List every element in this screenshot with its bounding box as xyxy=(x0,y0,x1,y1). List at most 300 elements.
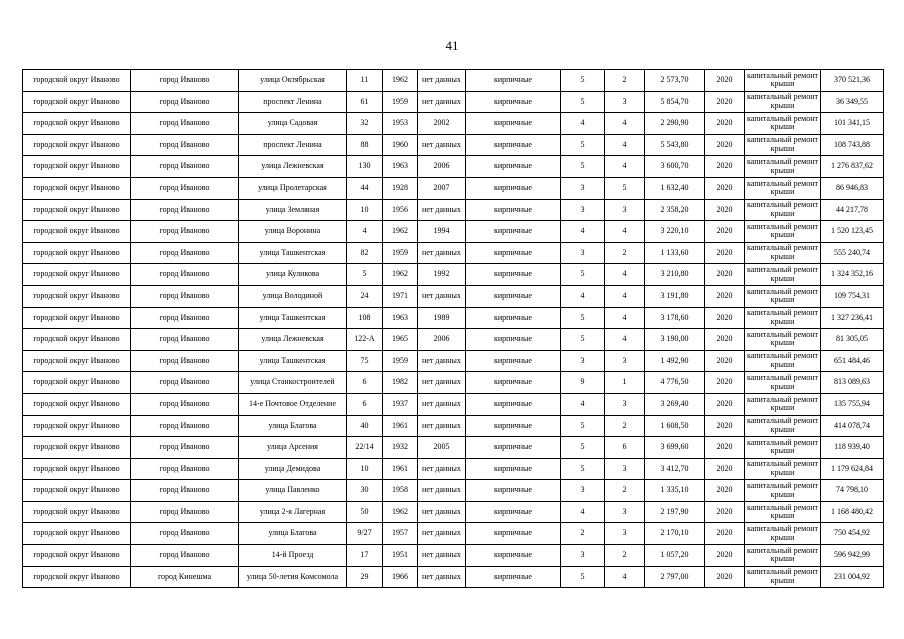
floors-cell: 4 xyxy=(561,285,605,307)
plan-year-cell: 2020 xyxy=(705,221,745,243)
settlement-cell: город Иваново xyxy=(131,480,239,502)
plan-year-cell: 2020 xyxy=(705,242,745,264)
build-year-cell: 1963 xyxy=(383,156,418,178)
house-number-cell: 82 xyxy=(347,242,383,264)
entrances-cell: 3 xyxy=(605,458,645,480)
municipality-cell: городской округ Иваново xyxy=(23,350,131,372)
entrances-cell: 4 xyxy=(605,156,645,178)
floors-cell: 3 xyxy=(561,177,605,199)
house-number-cell: 40 xyxy=(347,415,383,437)
area-cell: 3 190,00 xyxy=(645,329,705,351)
municipality-cell: городской округ Иваново xyxy=(23,566,131,588)
area-cell: 1 632,40 xyxy=(645,177,705,199)
settlement-cell: город Иваново xyxy=(131,264,239,286)
cost-cell: 370 521,36 xyxy=(821,70,884,92)
build-year-cell: 1961 xyxy=(383,458,418,480)
house-number-cell: 30 xyxy=(347,480,383,502)
house-number-cell: 10 xyxy=(347,458,383,480)
last-repair-year-cell: нет данных xyxy=(418,545,466,567)
house-number-cell: 5 xyxy=(347,264,383,286)
build-year-cell: 1937 xyxy=(383,393,418,415)
settlement-cell: город Иваново xyxy=(131,437,239,459)
plan-year-cell: 2020 xyxy=(705,264,745,286)
house-number-cell: 24 xyxy=(347,285,383,307)
street-cell: улица Земляная xyxy=(239,199,347,221)
table-row xyxy=(23,566,884,588)
wall-material-cell: кирпичные xyxy=(466,264,561,286)
last-repair-year-cell: нет данных xyxy=(418,393,466,415)
municipality-cell: городской округ Иваново xyxy=(23,393,131,415)
municipality-cell: городской округ Иваново xyxy=(23,177,131,199)
municipality-cell: городской округ Иваново xyxy=(23,221,131,243)
build-year-cell: 1932 xyxy=(383,437,418,459)
street-cell: улица Ташкентская xyxy=(239,350,347,372)
area-cell: 3 178,60 xyxy=(645,307,705,329)
plan-year-cell: 2020 xyxy=(705,156,745,178)
build-year-cell: 1960 xyxy=(383,134,418,156)
house-number-cell: 122-А xyxy=(347,329,383,351)
floors-cell: 4 xyxy=(561,221,605,243)
cost-cell: 86 946,83 xyxy=(821,177,884,199)
entrances-cell: 3 xyxy=(605,91,645,113)
area-cell: 2 290,90 xyxy=(645,113,705,135)
street-cell: улица Благова xyxy=(239,415,347,437)
house-number-cell: 17 xyxy=(347,545,383,567)
municipality-cell: городской округ Иваново xyxy=(23,372,131,394)
wall-material-cell: кирпичные xyxy=(466,350,561,372)
street-cell: улица Ташкентская xyxy=(239,242,347,264)
cost-cell: 1 327 236,41 xyxy=(821,307,884,329)
wall-material-cell: кирпичные xyxy=(466,134,561,156)
wall-material-cell: кирпичные xyxy=(466,199,561,221)
build-year-cell: 1958 xyxy=(383,480,418,502)
cost-cell: 596 942,99 xyxy=(821,545,884,567)
build-year-cell: 1982 xyxy=(383,372,418,394)
work-type-cell: капитальный ремонт крыши xyxy=(745,113,821,135)
street-cell: улица Станкостроителей xyxy=(239,372,347,394)
entrances-cell: 2 xyxy=(605,480,645,502)
wall-material-cell: кирпичные xyxy=(466,285,561,307)
last-repair-year-cell: нет данных xyxy=(418,480,466,502)
table-row xyxy=(23,372,884,394)
work-type-cell: капитальный ремонт крыши xyxy=(745,329,821,351)
table-row xyxy=(23,350,884,372)
wall-material-cell: кирпичные xyxy=(466,91,561,113)
area-cell: 5 854,70 xyxy=(645,91,705,113)
wall-material-cell: кирпичные xyxy=(466,372,561,394)
floors-cell: 5 xyxy=(561,134,605,156)
floors-cell: 5 xyxy=(561,91,605,113)
table-row xyxy=(23,221,884,243)
work-type-cell: капитальный ремонт крыши xyxy=(745,307,821,329)
cost-cell: 101 341,15 xyxy=(821,113,884,135)
build-year-cell: 1962 xyxy=(383,264,418,286)
cost-cell: 44 217,78 xyxy=(821,199,884,221)
area-cell: 2 170,10 xyxy=(645,523,705,545)
entrances-cell: 4 xyxy=(605,329,645,351)
wall-material-cell: кирпичные xyxy=(466,393,561,415)
last-repair-year-cell: 2007 xyxy=(418,177,466,199)
table-row xyxy=(23,242,884,264)
street-cell: 14-й Проезд xyxy=(239,545,347,567)
last-repair-year-cell: нет данных xyxy=(418,523,466,545)
wall-material-cell: кирпичные xyxy=(466,566,561,588)
house-number-cell: 88 xyxy=(347,134,383,156)
floors-cell: 3 xyxy=(561,545,605,567)
plan-year-cell: 2020 xyxy=(705,501,745,523)
work-type-cell: капитальный ремонт крыши xyxy=(745,372,821,394)
street-cell: проспект Ленина xyxy=(239,91,347,113)
area-cell: 2 358,20 xyxy=(645,199,705,221)
municipality-cell: городской округ Иваново xyxy=(23,113,131,135)
plan-year-cell: 2020 xyxy=(705,113,745,135)
cost-cell: 81 305,05 xyxy=(821,329,884,351)
capital-repair-table xyxy=(22,69,884,588)
settlement-cell: город Иваново xyxy=(131,372,239,394)
house-number-cell: 29 xyxy=(347,566,383,588)
entrances-cell: 3 xyxy=(605,199,645,221)
table-row xyxy=(23,437,884,459)
municipality-cell: городской округ Иваново xyxy=(23,545,131,567)
cost-cell: 231 004,92 xyxy=(821,566,884,588)
cost-cell: 74 798,10 xyxy=(821,480,884,502)
work-type-cell: капитальный ремонт крыши xyxy=(745,199,821,221)
municipality-cell: городской округ Иваново xyxy=(23,458,131,480)
entrances-cell: 4 xyxy=(605,566,645,588)
wall-material-cell: кирпичные xyxy=(466,242,561,264)
wall-material-cell: кирпичные xyxy=(466,221,561,243)
build-year-cell: 1962 xyxy=(383,221,418,243)
work-type-cell: капитальный ремонт крыши xyxy=(745,221,821,243)
street-cell: улица Володиной xyxy=(239,285,347,307)
table-row xyxy=(23,199,884,221)
area-cell: 3 210,80 xyxy=(645,264,705,286)
area-cell: 2 573,70 xyxy=(645,70,705,92)
plan-year-cell: 2020 xyxy=(705,329,745,351)
municipality-cell: городской округ Иваново xyxy=(23,523,131,545)
work-type-cell: капитальный ремонт крыши xyxy=(745,134,821,156)
entrances-cell: 4 xyxy=(605,285,645,307)
work-type-cell: капитальный ремонт крыши xyxy=(745,91,821,113)
table-row xyxy=(23,285,884,307)
street-cell: улица Благова xyxy=(239,523,347,545)
floors-cell: 9 xyxy=(561,372,605,394)
build-year-cell: 1953 xyxy=(383,113,418,135)
settlement-cell: город Иваново xyxy=(131,285,239,307)
build-year-cell: 1959 xyxy=(383,350,418,372)
area-cell: 1 492,90 xyxy=(645,350,705,372)
cost-cell: 109 754,31 xyxy=(821,285,884,307)
last-repair-year-cell: нет данных xyxy=(418,242,466,264)
municipality-cell: городской округ Иваново xyxy=(23,199,131,221)
area-cell: 1 057,20 xyxy=(645,545,705,567)
entrances-cell: 5 xyxy=(605,177,645,199)
floors-cell: 3 xyxy=(561,242,605,264)
floors-cell: 5 xyxy=(561,566,605,588)
house-number-cell: 44 xyxy=(347,177,383,199)
last-repair-year-cell: нет данных xyxy=(418,372,466,394)
house-number-cell: 10 xyxy=(347,199,383,221)
plan-year-cell: 2020 xyxy=(705,177,745,199)
settlement-cell: город Иваново xyxy=(131,329,239,351)
municipality-cell: городской округ Иваново xyxy=(23,70,131,92)
area-cell: 3 269,40 xyxy=(645,393,705,415)
build-year-cell: 1971 xyxy=(383,285,418,307)
wall-material-cell: кирпичные xyxy=(466,113,561,135)
wall-material-cell: кирпичные xyxy=(466,437,561,459)
work-type-cell: капитальный ремонт крыши xyxy=(745,415,821,437)
settlement-cell: город Иваново xyxy=(131,393,239,415)
floors-cell: 5 xyxy=(561,415,605,437)
cost-cell: 36 349,55 xyxy=(821,91,884,113)
floors-cell: 5 xyxy=(561,264,605,286)
plan-year-cell: 2020 xyxy=(705,458,745,480)
area-cell: 3 191,80 xyxy=(645,285,705,307)
table-row xyxy=(23,177,884,199)
plan-year-cell: 2020 xyxy=(705,372,745,394)
build-year-cell: 1962 xyxy=(383,70,418,92)
work-type-cell: капитальный ремонт крыши xyxy=(745,501,821,523)
entrances-cell: 4 xyxy=(605,264,645,286)
build-year-cell: 1928 xyxy=(383,177,418,199)
work-type-cell: капитальный ремонт крыши xyxy=(745,156,821,178)
plan-year-cell: 2020 xyxy=(705,437,745,459)
settlement-cell: город Иваново xyxy=(131,415,239,437)
settlement-cell: город Иваново xyxy=(131,177,239,199)
table-row xyxy=(23,134,884,156)
house-number-cell: 108 xyxy=(347,307,383,329)
floors-cell: 3 xyxy=(561,480,605,502)
floors-cell: 4 xyxy=(561,393,605,415)
table-row xyxy=(23,480,884,502)
plan-year-cell: 2020 xyxy=(705,199,745,221)
settlement-cell: город Иваново xyxy=(131,350,239,372)
floors-cell: 4 xyxy=(561,113,605,135)
build-year-cell: 1951 xyxy=(383,545,418,567)
cost-cell: 135 755,94 xyxy=(821,393,884,415)
build-year-cell: 1962 xyxy=(383,501,418,523)
last-repair-year-cell: 2006 xyxy=(418,329,466,351)
last-repair-year-cell: 1992 xyxy=(418,264,466,286)
wall-material-cell: кирпичные xyxy=(466,458,561,480)
wall-material-cell: кирпичные xyxy=(466,329,561,351)
last-repair-year-cell: нет данных xyxy=(418,134,466,156)
plan-year-cell: 2020 xyxy=(705,134,745,156)
plan-year-cell: 2020 xyxy=(705,350,745,372)
settlement-cell: город Иваново xyxy=(131,221,239,243)
area-cell: 4 776,50 xyxy=(645,372,705,394)
table-row xyxy=(23,393,884,415)
wall-material-cell: кирпичные xyxy=(466,70,561,92)
street-cell: улица Павленко xyxy=(239,480,347,502)
table-row xyxy=(23,156,884,178)
area-cell: 5 543,80 xyxy=(645,134,705,156)
house-number-cell: 22/14 xyxy=(347,437,383,459)
build-year-cell: 1957 xyxy=(383,523,418,545)
table-row xyxy=(23,264,884,286)
entrances-cell: 6 xyxy=(605,437,645,459)
plan-year-cell: 2020 xyxy=(705,307,745,329)
floors-cell: 5 xyxy=(561,156,605,178)
wall-material-cell: кирпичные xyxy=(466,307,561,329)
municipality-cell: городской округ Иваново xyxy=(23,242,131,264)
build-year-cell: 1959 xyxy=(383,242,418,264)
entrances-cell: 4 xyxy=(605,134,645,156)
street-cell: улица Пролетарская xyxy=(239,177,347,199)
plan-year-cell: 2020 xyxy=(705,523,745,545)
area-cell: 3 699,60 xyxy=(645,437,705,459)
settlement-cell: город Иваново xyxy=(131,501,239,523)
settlement-cell: город Кинешма xyxy=(131,566,239,588)
table-row xyxy=(23,70,884,92)
entrances-cell: 3 xyxy=(605,501,645,523)
entrances-cell: 1 xyxy=(605,372,645,394)
work-type-cell: капитальный ремонт крыши xyxy=(745,285,821,307)
plan-year-cell: 2020 xyxy=(705,415,745,437)
municipality-cell: городской округ Иваново xyxy=(23,480,131,502)
house-number-cell: 61 xyxy=(347,91,383,113)
work-type-cell: капитальный ремонт крыши xyxy=(745,545,821,567)
plan-year-cell: 2020 xyxy=(705,566,745,588)
table-row xyxy=(23,501,884,523)
cost-cell: 1 179 624,84 xyxy=(821,458,884,480)
street-cell: улица Октябрьская xyxy=(239,70,347,92)
street-cell: улица Воронина xyxy=(239,221,347,243)
municipality-cell: городской округ Иваново xyxy=(23,91,131,113)
last-repair-year-cell: 2002 xyxy=(418,113,466,135)
floors-cell: 3 xyxy=(561,350,605,372)
street-cell: 14-е Почтовое Отделение xyxy=(239,393,347,415)
last-repair-year-cell: 1989 xyxy=(418,307,466,329)
build-year-cell: 1963 xyxy=(383,307,418,329)
plan-year-cell: 2020 xyxy=(705,545,745,567)
last-repair-year-cell: нет данных xyxy=(418,501,466,523)
table-row xyxy=(23,91,884,113)
work-type-cell: капитальный ремонт крыши xyxy=(745,177,821,199)
plan-year-cell: 2020 xyxy=(705,91,745,113)
street-cell: улица Куликова xyxy=(239,264,347,286)
cost-cell: 651 484,46 xyxy=(821,350,884,372)
entrances-cell: 4 xyxy=(605,113,645,135)
floors-cell: 4 xyxy=(561,501,605,523)
work-type-cell: капитальный ремонт крыши xyxy=(745,566,821,588)
wall-material-cell: кирпичные xyxy=(466,501,561,523)
municipality-cell: городской округ Иваново xyxy=(23,134,131,156)
area-cell: 3 412,70 xyxy=(645,458,705,480)
area-cell: 3 600,70 xyxy=(645,156,705,178)
floors-cell: 3 xyxy=(561,199,605,221)
table-row xyxy=(23,458,884,480)
work-type-cell: капитальный ремонт крыши xyxy=(745,264,821,286)
cost-cell: 555 240,74 xyxy=(821,242,884,264)
last-repair-year-cell: 2005 xyxy=(418,437,466,459)
entrances-cell: 2 xyxy=(605,415,645,437)
last-repair-year-cell: нет данных xyxy=(418,70,466,92)
last-repair-year-cell: нет данных xyxy=(418,415,466,437)
wall-material-cell: кирпичные xyxy=(466,177,561,199)
last-repair-year-cell: нет данных xyxy=(418,91,466,113)
house-number-cell: 11 xyxy=(347,70,383,92)
cost-cell: 1 520 123,45 xyxy=(821,221,884,243)
settlement-cell: город Иваново xyxy=(131,307,239,329)
street-cell: улица 50-летия Комсомола xyxy=(239,566,347,588)
area-cell: 2 197,90 xyxy=(645,501,705,523)
work-type-cell: капитальный ремонт крыши xyxy=(745,458,821,480)
house-number-cell: 32 xyxy=(347,113,383,135)
entrances-cell: 4 xyxy=(605,307,645,329)
entrances-cell: 2 xyxy=(605,242,645,264)
last-repair-year-cell: 2006 xyxy=(418,156,466,178)
street-cell: улица Арсения xyxy=(239,437,347,459)
floors-cell: 2 xyxy=(561,523,605,545)
cost-cell: 414 078,74 xyxy=(821,415,884,437)
municipality-cell: городской округ Иваново xyxy=(23,329,131,351)
wall-material-cell: кирпичные xyxy=(466,415,561,437)
build-year-cell: 1966 xyxy=(383,566,418,588)
table-row xyxy=(23,113,884,135)
build-year-cell: 1961 xyxy=(383,415,418,437)
entrances-cell: 3 xyxy=(605,523,645,545)
build-year-cell: 1959 xyxy=(383,91,418,113)
work-type-cell: капитальный ремонт крыши xyxy=(745,70,821,92)
cost-cell: 813 089,63 xyxy=(821,372,884,394)
house-number-cell: 6 xyxy=(347,372,383,394)
municipality-cell: городской округ Иваново xyxy=(23,415,131,437)
wall-material-cell: кирпичные xyxy=(466,523,561,545)
work-type-cell: капитальный ремонт крыши xyxy=(745,523,821,545)
page-number: 41 xyxy=(445,38,459,53)
house-number-cell: 6 xyxy=(347,393,383,415)
floors-cell: 5 xyxy=(561,437,605,459)
last-repair-year-cell: нет данных xyxy=(418,199,466,221)
municipality-cell: городской округ Иваново xyxy=(23,285,131,307)
area-cell: 3 220,10 xyxy=(645,221,705,243)
settlement-cell: город Иваново xyxy=(131,134,239,156)
build-year-cell: 1956 xyxy=(383,199,418,221)
municipality-cell: городской округ Иваново xyxy=(23,156,131,178)
street-cell: улица Ташкентская xyxy=(239,307,347,329)
cost-cell: 118 939,40 xyxy=(821,437,884,459)
table-row xyxy=(23,307,884,329)
municipality-cell: городской округ Иваново xyxy=(23,501,131,523)
area-cell: 1 608,50 xyxy=(645,415,705,437)
cost-cell: 750 454,92 xyxy=(821,523,884,545)
municipality-cell: городской округ Иваново xyxy=(23,307,131,329)
house-number-cell: 50 xyxy=(347,501,383,523)
last-repair-year-cell: нет данных xyxy=(418,566,466,588)
area-cell: 1 133,60 xyxy=(645,242,705,264)
entrances-cell: 3 xyxy=(605,393,645,415)
house-number-cell: 9/27 xyxy=(347,523,383,545)
cost-cell: 1 324 352,16 xyxy=(821,264,884,286)
street-cell: улица Садовая xyxy=(239,113,347,135)
house-number-cell: 130 xyxy=(347,156,383,178)
entrances-cell: 2 xyxy=(605,70,645,92)
table-row xyxy=(23,415,884,437)
work-type-cell: капитальный ремонт крыши xyxy=(745,393,821,415)
plan-year-cell: 2020 xyxy=(705,70,745,92)
wall-material-cell: кирпичные xyxy=(466,156,561,178)
street-cell: улица Лежневская xyxy=(239,329,347,351)
floors-cell: 5 xyxy=(561,307,605,329)
table-body xyxy=(23,70,884,588)
last-repair-year-cell: нет данных xyxy=(418,458,466,480)
last-repair-year-cell: нет данных xyxy=(418,285,466,307)
plan-year-cell: 2020 xyxy=(705,393,745,415)
wall-material-cell: кирпичные xyxy=(466,480,561,502)
entrances-cell: 2 xyxy=(605,545,645,567)
settlement-cell: город Иваново xyxy=(131,458,239,480)
